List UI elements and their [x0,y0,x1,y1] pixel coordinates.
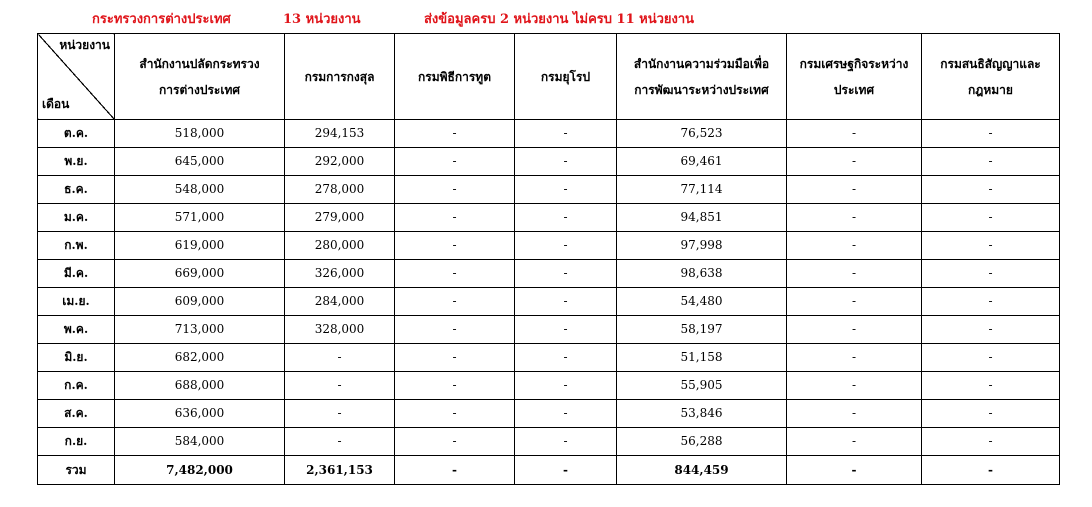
value-cell: - [515,232,617,260]
value-cell: - [395,260,515,288]
value-cell: 328,000 [285,316,395,344]
table-row [38,260,1060,288]
value-cell: - [515,344,617,372]
value-cell: - [787,232,922,260]
value-cell: - [922,288,1060,316]
table-body [38,120,1060,485]
value-cell: 54,480 [617,288,787,316]
column-header [115,34,285,120]
value-cell: 548,000 [115,176,285,204]
table-row [38,372,1060,400]
value-cell: - [395,288,515,316]
value-cell: - [515,204,617,232]
value-cell: - [787,176,922,204]
value-cell: - [787,372,922,400]
value-cell: - [285,372,395,400]
total-cell: - [395,456,515,485]
value-cell: - [515,176,617,204]
value-cell: - [787,204,922,232]
table-row [38,400,1060,428]
value-cell: 55,905 [617,372,787,400]
value-cell: - [922,204,1060,232]
value-cell: 98,638 [617,260,787,288]
value-cell: 294,153 [285,120,395,148]
column-header [285,34,395,120]
column-header-line: การพัฒนาระหว่างประเทศ [634,82,769,97]
value-cell: - [395,120,515,148]
table-row [38,148,1060,176]
value-cell: 97,998 [617,232,787,260]
value-cell: 713,000 [115,316,285,344]
corner-unit-label: หน่วยงาน [59,38,110,52]
value-cell: - [285,428,395,456]
column-header-line: การต่างประเทศ [159,82,240,97]
value-cell: 77,114 [617,176,787,204]
value-cell: 636,000 [115,400,285,428]
header-row [38,34,1060,120]
column-header-line: กรมเศรษฐกิจระหว่าง [799,56,909,71]
report-title [0,6,1092,28]
value-cell: - [395,148,515,176]
value-cell: 609,000 [115,288,285,316]
value-cell: - [515,372,617,400]
value-cell: - [922,428,1060,456]
value-cell: - [922,316,1060,344]
value-cell: 280,000 [285,232,395,260]
column-header [617,34,787,120]
value-cell: 688,000 [115,372,285,400]
value-cell: - [515,260,617,288]
unit-count: 13 หน่วยงาน [283,12,361,27]
value-cell: - [922,120,1060,148]
column-header-line: กรมยุโรป [540,69,591,84]
value-cell: 284,000 [285,288,395,316]
value-cell: 619,000 [115,232,285,260]
column-header [395,34,515,120]
value-cell: - [922,344,1060,372]
total-label: รวม [38,456,115,485]
total-cell: 2,361,153 [285,456,395,485]
month-cell: พ.ย. [38,148,115,176]
value-cell: 682,000 [115,344,285,372]
value-cell: 279,000 [285,204,395,232]
value-cell: - [395,372,515,400]
column-header-line: สำนักงานปลัดกระทรวง [139,56,260,71]
value-cell: - [787,148,922,176]
value-cell: 58,197 [617,316,787,344]
value-cell: - [395,344,515,372]
table-row [38,316,1060,344]
value-cell: - [922,176,1060,204]
month-cell: ม.ค. [38,204,115,232]
month-cell: มิ.ย. [38,344,115,372]
total-cell: - [515,456,617,485]
column-header [787,34,922,120]
value-cell: 571,000 [115,204,285,232]
value-cell: - [395,428,515,456]
value-cell: 645,000 [115,148,285,176]
table-row [38,344,1060,372]
table-row [38,176,1060,204]
value-cell: 94,851 [617,204,787,232]
value-cell: 278,000 [285,176,395,204]
corner-header [38,34,115,120]
column-header-line: กรมสนธิสัญญาและ [940,56,1041,71]
column-header-line: ประเทศ [833,82,875,97]
ministry-name: กระทรวงการต่างประเทศ [92,12,231,27]
value-cell: - [787,428,922,456]
month-cell: ส.ค. [38,400,115,428]
total-cell: 844,459 [617,456,787,485]
total-cell: - [922,456,1060,485]
value-cell: 669,000 [115,260,285,288]
month-cell: ก.พ. [38,232,115,260]
value-cell: - [395,204,515,232]
value-cell: - [787,260,922,288]
value-cell: - [285,344,395,372]
month-cell: ก.ค. [38,372,115,400]
value-cell: 53,846 [617,400,787,428]
column-header [922,34,1060,120]
value-cell: 518,000 [115,120,285,148]
value-cell: - [515,148,617,176]
value-cell: - [922,400,1060,428]
column-header-line: กรมการกงสุล [304,69,375,84]
table-row [38,288,1060,316]
value-cell: - [787,288,922,316]
value-cell: - [285,400,395,428]
column-header [515,34,617,120]
value-cell: - [787,316,922,344]
value-cell: - [922,148,1060,176]
value-cell: - [922,232,1060,260]
value-cell: - [395,400,515,428]
table-row [38,204,1060,232]
month-cell: มี.ค. [38,260,115,288]
budget-table [37,33,1060,485]
month-cell: ต.ค. [38,120,115,148]
value-cell: - [515,316,617,344]
value-cell: 326,000 [285,260,395,288]
table-row [38,232,1060,260]
month-cell: เม.ย. [38,288,115,316]
column-header-line: กรมพิธีการทูต [417,69,491,84]
corner-month-label: เดือน [42,97,70,111]
value-cell: 76,523 [617,120,787,148]
submission-status: ส่งข้อมูลครบ 2 หน่วยงาน ไม่ครบ 11 หน่วยงาน [424,12,695,27]
value-cell: 69,461 [617,148,787,176]
value-cell: - [395,316,515,344]
value-cell: - [787,344,922,372]
column-header-line: กฎหมาย [968,82,1013,97]
value-cell: - [922,260,1060,288]
total-cell: 7,482,000 [115,456,285,485]
value-cell: 292,000 [285,148,395,176]
value-cell: - [922,372,1060,400]
value-cell: - [395,176,515,204]
value-cell: 56,288 [617,428,787,456]
total-row [38,456,1060,485]
total-cell: - [787,456,922,485]
table-row [38,428,1060,456]
month-cell: ธ.ค. [38,176,115,204]
table-row [38,120,1060,148]
value-cell: - [787,400,922,428]
value-cell: 584,000 [115,428,285,456]
value-cell: - [515,288,617,316]
column-header-line: สำนักงานความร่วมมือเพื่อ [633,56,770,71]
month-cell: ก.ย. [38,428,115,456]
value-cell: - [395,232,515,260]
value-cell: - [515,120,617,148]
value-cell: - [787,120,922,148]
month-cell: พ.ค. [38,316,115,344]
value-cell: - [515,428,617,456]
value-cell: - [515,400,617,428]
value-cell: 51,158 [617,344,787,372]
